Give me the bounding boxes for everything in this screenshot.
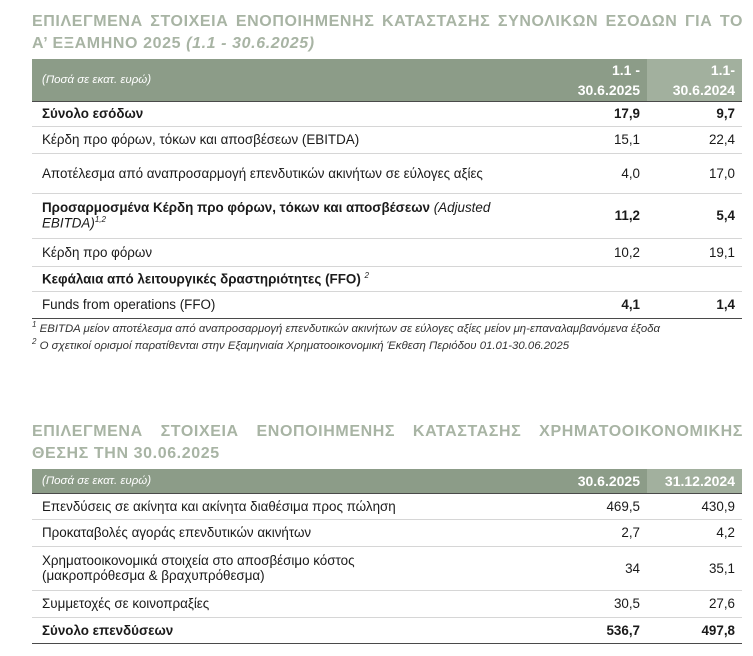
row-label: Προσαρμοσμένα Κέρδη προ φόρων, τόκων και αποσβέσεων bbox=[42, 200, 430, 216]
row-label-ffo-heading bbox=[32, 266, 552, 291]
row-value-2025: 10,2 bbox=[552, 238, 647, 266]
income-col2-line1: 1.1- bbox=[710, 61, 735, 78]
table-row bbox=[32, 193, 742, 238]
footnote-ref: 2 bbox=[364, 270, 369, 280]
footnote-ref: 1,2 bbox=[94, 215, 106, 225]
row-value-2024: 430,9 bbox=[647, 493, 742, 519]
footnote-2-marker: 2 bbox=[32, 337, 37, 346]
footnote-2-text: Ο σχετικοί ορισμοί παρατίθενται στην Εξαμηνιαία Χρηματοοικονομική Έκθεση Περιόδου 01.01-30.06.2025 bbox=[39, 339, 570, 352]
income-col1-line2: 30.6.2025 bbox=[577, 81, 640, 98]
row-value-2025: 34 bbox=[552, 546, 647, 590]
balance-table-header bbox=[32, 469, 742, 493]
table-row bbox=[32, 291, 742, 318]
income-col1-line1: 1.1 - bbox=[611, 61, 640, 78]
row-value-2024: 19,1 bbox=[647, 238, 742, 266]
balance-col1-header: 30.6.2025 bbox=[552, 469, 647, 493]
income-col2-header bbox=[647, 59, 742, 101]
row-value-2025: 11,2 bbox=[552, 193, 647, 238]
section1-title-period: (1.1 - 30.6.2025) bbox=[186, 35, 315, 52]
row-value-2024: 5,4 bbox=[647, 193, 742, 238]
table-row bbox=[32, 238, 742, 266]
row-value-2024: 35,1 bbox=[647, 546, 742, 590]
table-row bbox=[32, 126, 742, 153]
row-value-2024: 497,8 bbox=[647, 617, 742, 643]
table-row bbox=[32, 546, 742, 590]
table-row bbox=[32, 590, 742, 617]
row-label-line2: (μακροπρόθεσμα & βραχυπρόθεσμα) bbox=[42, 568, 265, 583]
row-label: Χρηματοοικονομικά στοιχεία στο αποσβέσιμο κόστος bbox=[42, 553, 355, 568]
table-row bbox=[32, 266, 742, 291]
row-label: Προκαταβολές αγοράς επενδυτικών ακινήτων bbox=[32, 519, 552, 546]
income-table-header bbox=[32, 59, 742, 101]
balance-col2-header: 31.12.2024 bbox=[647, 469, 742, 493]
balance-table bbox=[32, 469, 742, 644]
footnote-1-text: EBITDA μείον αποτέλεσμα από αναπροσαρμογή επενδυτικών ακινήτων σε εύλογες αξίες μείον μη-επαναλαμβανόμενα έξοδα bbox=[39, 322, 660, 335]
row-value-2024: 4,2 bbox=[647, 519, 742, 546]
row-value-2025: 30,5 bbox=[552, 590, 647, 617]
income-unit-label: (Ποσά σε εκατ. ευρώ) bbox=[42, 73, 152, 86]
section1-title-text: ΕΠΙΛΕΓΜΕΝΑ ΣΤΟΙΧΕΙΑ ΕΝΟΠΟΙΗΜΕΝΗΣ ΚΑΤΑΣΤΑΣΗΣ ΣΥΝΟΛΙΚΩΝ ΕΣΟΔΩΝ ΓΙΑ ΤΟ Α’ ΕΞΑΜΗΝΟ 2025 bbox=[32, 13, 743, 52]
row-label: Funds from operations (FFO) bbox=[32, 291, 552, 318]
table-row-total bbox=[32, 617, 742, 643]
row-value-2024: 27,6 bbox=[647, 590, 742, 617]
section2-title: ΕΠΙΛΕΓΜΕΝΑ ΣΤΟΙΧΕΙΑ ΕΝΟΠΟΙΗΜΕΝΗΣ ΚΑΤΑΣΤΑΣΗΣ ΧΡΗΜΑΤΟΟΙΚΟΝΟΜΙΚΗΣ ΘΕΣΗΣ ΤΗΝ 30.06.2025 bbox=[32, 423, 743, 462]
row-label: Κέρδη προ φόρων, τόκων και αποσβέσεων (EBITDA) bbox=[32, 126, 552, 153]
section1-title bbox=[32, 11, 743, 55]
row-value-2024 bbox=[647, 266, 742, 291]
row-value-2024: 17,0 bbox=[647, 153, 742, 193]
row-value-2025: 536,7 bbox=[552, 617, 647, 643]
row-value-2024: 9,7 bbox=[647, 101, 742, 126]
row-label: Σύνολο εσόδων bbox=[32, 101, 552, 126]
table-row bbox=[32, 493, 742, 519]
row-value-2025: 15,1 bbox=[552, 126, 647, 153]
row-value-2024: 22,4 bbox=[647, 126, 742, 153]
row-value-2025: 4,0 bbox=[552, 153, 647, 193]
row-label: Σύνολο επενδύσεων bbox=[32, 617, 552, 643]
row-label: Κέρδη προ φόρων bbox=[32, 238, 552, 266]
income-col1-header bbox=[552, 59, 647, 101]
row-label: Αποτέλεσμα από αναπροσαρμογή επενδυτικών ακινήτων σε εύλογες αξίες bbox=[32, 153, 552, 193]
row-label: Συμμετοχές σε κοινοπραξίες bbox=[32, 590, 552, 617]
row-label: Κεφάλαια από λειτουργικές δραστηριότητες (FFO) bbox=[42, 271, 361, 287]
row-value-2025: 2,7 bbox=[552, 519, 647, 546]
row-label-two-line bbox=[32, 546, 552, 590]
table-row bbox=[32, 519, 742, 546]
row-value-2025: 469,5 bbox=[552, 493, 647, 519]
income-col2-line2: 30.6.2024 bbox=[672, 81, 735, 98]
table-row bbox=[32, 153, 742, 193]
row-label-italic: (Adjusted EBITDA) bbox=[42, 200, 491, 231]
row-label-adjusted-ebitda bbox=[32, 193, 552, 238]
balance-unit-label: (Ποσά σε εκατ. ευρώ) bbox=[42, 474, 152, 487]
row-value-2025 bbox=[552, 266, 647, 291]
table-row bbox=[32, 101, 742, 126]
footnote-1-marker: 1 bbox=[32, 320, 37, 329]
row-value-2025: 17,9 bbox=[552, 101, 647, 126]
row-value-2025: 4,1 bbox=[552, 291, 647, 318]
row-label: Επενδύσεις σε ακίνητα και ακίνητα διαθέσιμα προς πώληση bbox=[32, 493, 552, 519]
footnote-2 bbox=[32, 334, 745, 354]
income-table bbox=[32, 59, 742, 319]
row-value-2024: 1,4 bbox=[647, 291, 742, 318]
